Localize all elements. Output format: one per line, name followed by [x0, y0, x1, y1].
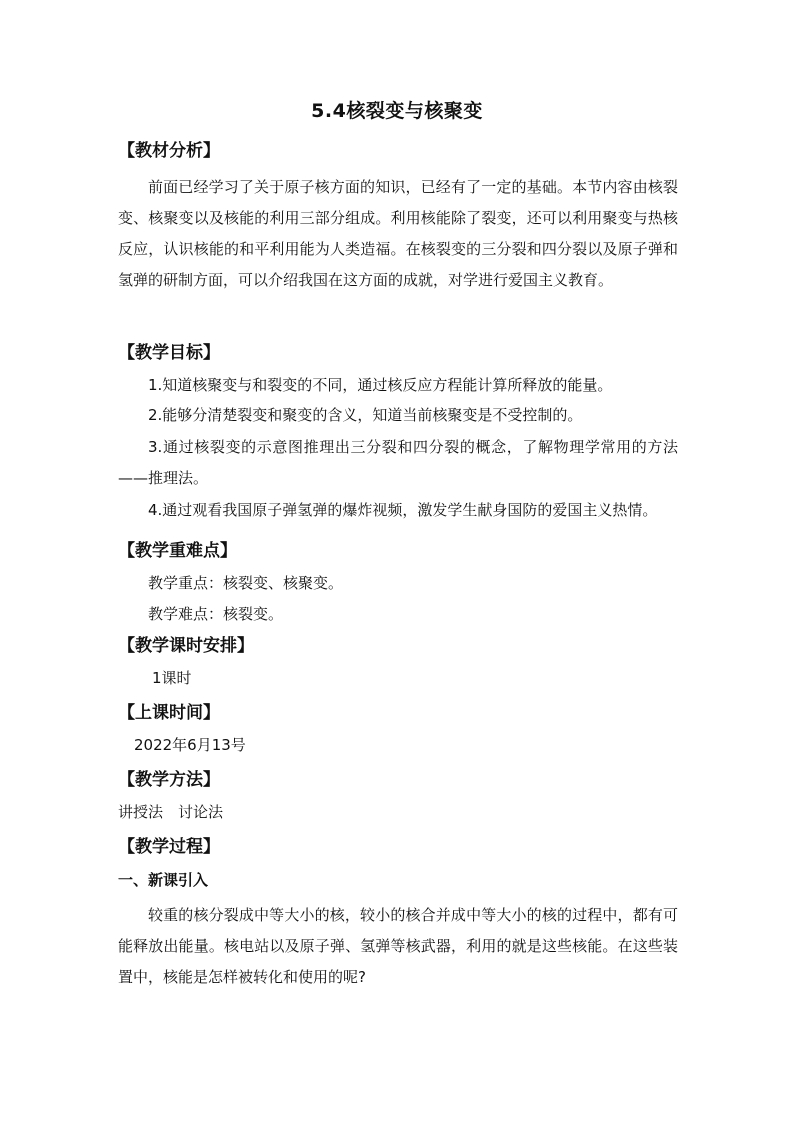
process-paragraph: 较重的核分裂成中等大小的核，较小的核合并成中等大小的核的过程中，都有可能释放出能量。核电站以及原子弹、氢弹等核武器，利用的就是这些核能。在这些装置中，核能是怎样被转化和使用的呢?	[118, 906, 678, 986]
heading-methods: 【教学方法】	[118, 770, 220, 790]
goal-item-4: 4.通过观看我国原子弹氢弹的爆炸视频，激发学生献身国防的爱国主义热情。	[148, 501, 658, 519]
key-point-important: 教学重点：核裂变、核聚变。	[148, 574, 344, 592]
heading-analysis: 【教材分析】	[118, 141, 220, 161]
goal-item-2: 2.能够分清楚裂变和聚变的含义，知道当前核聚变是不受控制的。	[148, 406, 583, 424]
heading-process: 【教学过程】	[118, 837, 220, 857]
key-point-difficult: 教学难点：核裂变。	[148, 605, 284, 623]
heading-schedule: 【教学课时安排】	[118, 636, 254, 656]
analysis-paragraph: 前面已经学习了关于原子核方面的知识，已经有了一定的基础。本节内容由核裂变、核聚变以及核能的利用三部分组成。利用核能除了裂变，还可以利用聚变与热核反应，认识核能的和平利用能为人类造福。在核裂变的三分裂和四分裂以及原子弹和氢弹的研制方面，可以介绍我国在这方面的成就，对学进行爱国主义教育。	[118, 178, 678, 289]
heading-class-time: 【上课时间】	[118, 703, 220, 723]
goal-item-1: 1.知道核聚变与和裂变的不同，通过核反应方程能计算所释放的能量。	[148, 376, 613, 394]
process-subheading: 一、新课引入	[118, 871, 209, 889]
heading-goals: 【教学目标】	[118, 343, 220, 363]
class-time-text: 2022年6月13号	[134, 736, 246, 754]
goal-item-3: 3.通过核裂变的示意图推理出三分裂和四分裂的概念，了解物理学常用的方法——推理法。	[118, 438, 678, 487]
page-title: 5.4核裂变与核聚变	[311, 100, 483, 122]
heading-key-points: 【教学重难点】	[118, 541, 237, 561]
schedule-text: 1课时	[152, 669, 192, 687]
methods-text: 讲授法 讨论法	[118, 803, 224, 821]
